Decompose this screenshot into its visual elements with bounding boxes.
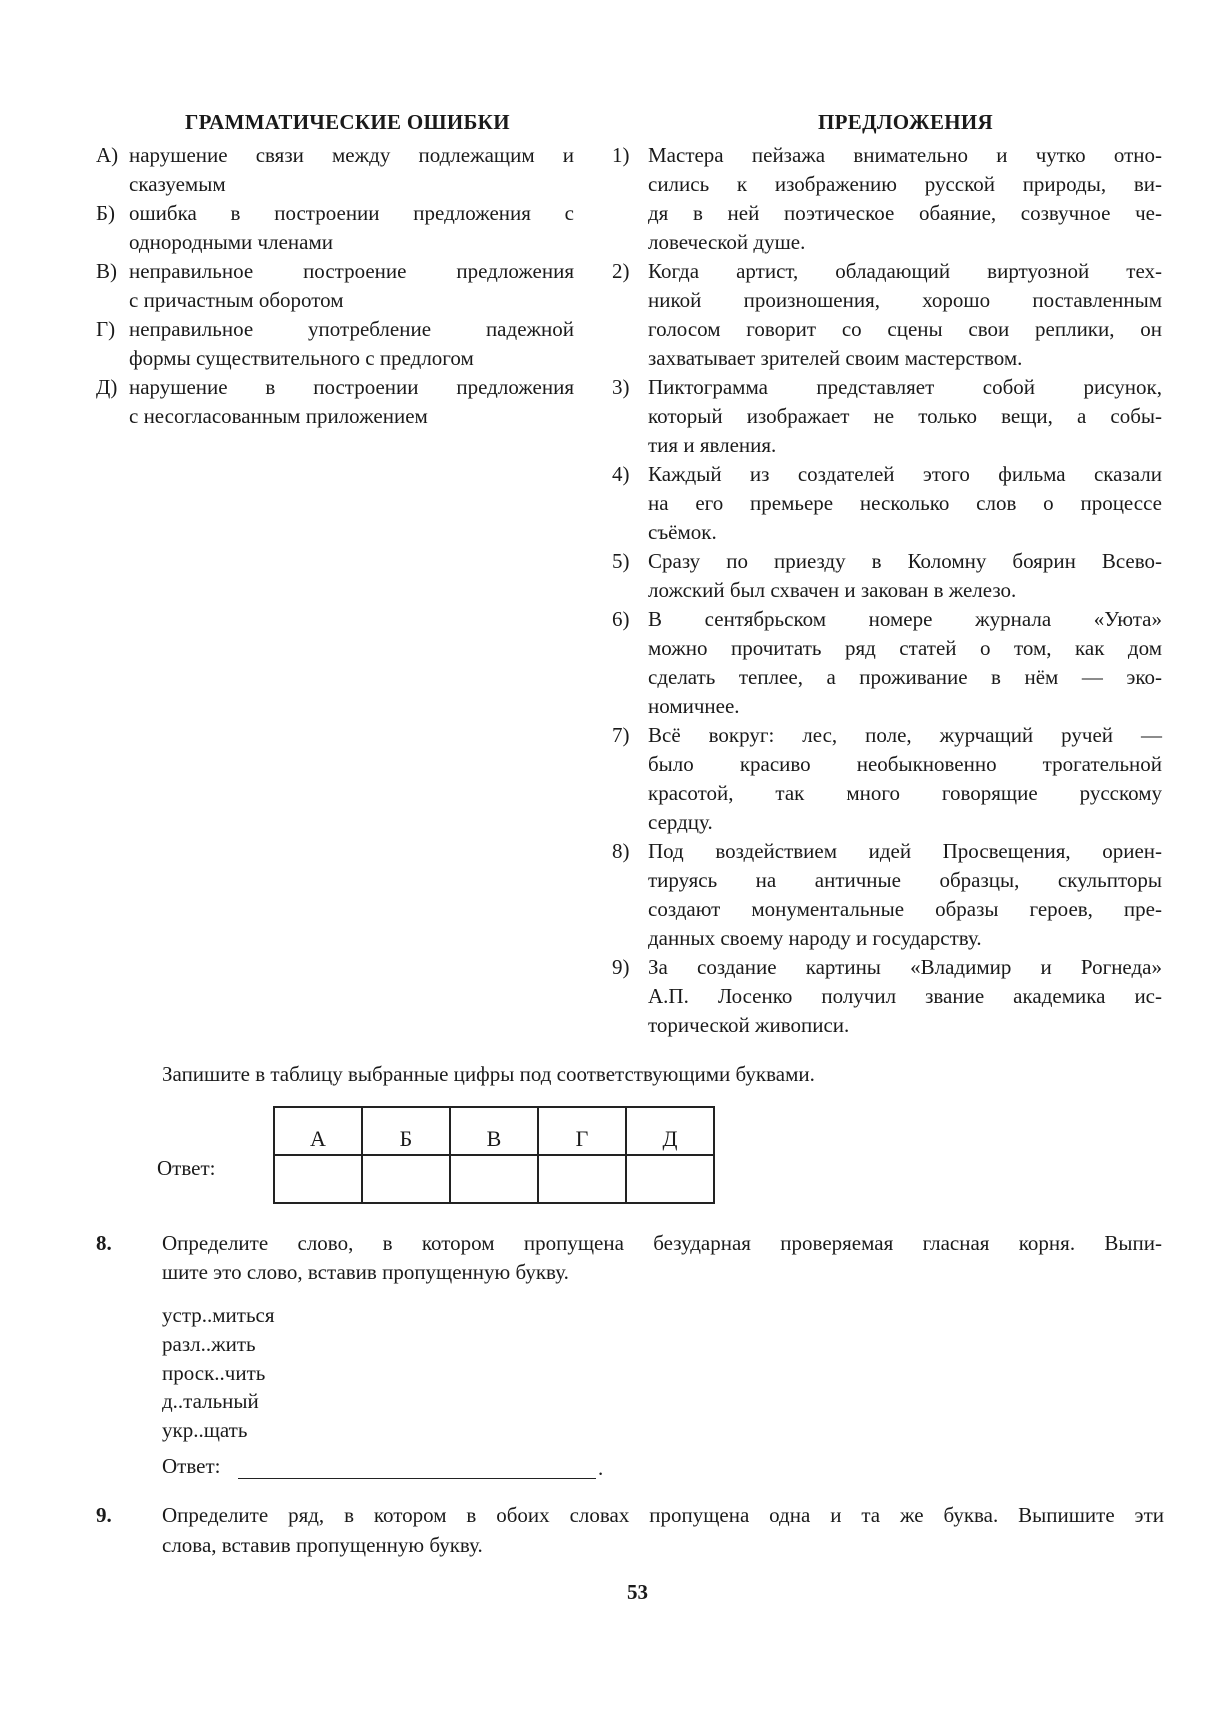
- task9-text-line: Определите ряд, в котором в обоих словах пропущена одна и та же буква. Выпишите эти: [162, 1503, 1164, 1527]
- header-cell-a: А: [274, 1107, 362, 1155]
- sentence-item-line: ловеческой душе.: [648, 230, 806, 254]
- sentence-item-line: Пиктограмма представляет собой рисунок,: [648, 375, 1162, 399]
- task8-word-option: устр..миться: [162, 1303, 275, 1327]
- sentence-item-line: Когда артист, обладающий виртуозной тех-: [648, 259, 1162, 283]
- error-item-line: однородными членами: [129, 230, 333, 254]
- task8-text-line: Определите слово, в котором пропущена безударная проверяемая гласная корня. Выпи-: [162, 1231, 1162, 1255]
- sentence-item-line: номичнее.: [648, 694, 740, 718]
- task8-word-option: укр..щать: [162, 1418, 248, 1443]
- sentence-item-line: Мастера пейзажа внимательно и чутко отно-: [648, 143, 1162, 167]
- sentence-item-line: захватывает зрителей своим мастерством.: [648, 346, 1023, 370]
- answer-table-label: Ответ:: [157, 1156, 216, 1180]
- error-item-line: нарушение связи между подлежащим и: [129, 143, 574, 167]
- sentence-item-line: Каждый из создателей этого фильма сказали: [648, 462, 1162, 486]
- sentence-item-marker: 9): [612, 955, 630, 979]
- sentence-item-line: В сентябрьском номере журнала «Уюта»: [648, 607, 1162, 631]
- sentence-item-line: Под воздействием идей Просвещения, ориен-: [648, 839, 1162, 863]
- header-cell-g: Г: [538, 1107, 626, 1155]
- task8-word-option: проск..чить: [162, 1360, 266, 1385]
- sentence-item-line: было красиво необыкновенно трогательной: [648, 752, 1162, 776]
- answer-cell-v[interactable]: [450, 1155, 538, 1203]
- sentence-item-line: Всё вокруг: лес, поле, журчащий ручей —: [648, 723, 1162, 747]
- task8-word-option: разл..жить: [162, 1331, 256, 1356]
- sentence-item-line: А.П. Лосенко получил звание академика ис-: [648, 984, 1162, 1008]
- error-item-marker: Г): [96, 317, 116, 341]
- sentence-item-marker: 2): [612, 259, 630, 283]
- sentence-item-line: можно прочитать ряд статей о том, как дом: [648, 636, 1162, 660]
- task9-number: 9.: [96, 1503, 112, 1527]
- sentence-item-line: съёмок.: [648, 520, 717, 544]
- task9-text-line: слова, вставив пропущенную букву.: [162, 1533, 483, 1557]
- task8-text-line: шите это слово, вставив пропущенную букву.: [162, 1260, 569, 1284]
- error-item-line: неправильное построение предложения: [129, 259, 574, 283]
- header-cell-b: Б: [362, 1107, 450, 1155]
- error-item-marker: Д): [96, 375, 118, 399]
- error-item-line: ошибка в построении предложения с: [129, 201, 574, 225]
- sentence-item-marker: 7): [612, 723, 630, 747]
- error-item-line: нарушение в построении предложения: [129, 375, 574, 399]
- error-item-line: формы существительного с предлогом: [129, 346, 474, 370]
- sentence-item-line: сделать теплее, а проживание в нём — эко-: [648, 665, 1162, 689]
- sentence-item-line: сились к изображению русской природы, ви-: [648, 172, 1162, 196]
- answer-cell-a[interactable]: [274, 1155, 362, 1203]
- task8-answer-period: .: [598, 1456, 604, 1480]
- header-cell-d: Д: [626, 1107, 714, 1155]
- task8-number: 8.: [96, 1231, 112, 1255]
- sentence-item-line: голосом говорит со сцены свои реплики, он: [648, 317, 1162, 341]
- sentence-item-line: сердцу.: [648, 810, 713, 834]
- sentence-item-line: Сразу по приезду в Коломну боярин Всево-: [648, 549, 1162, 573]
- sentence-item-line: создают монументальные образы героев, пре-: [648, 897, 1162, 921]
- sentence-item-line: данных своему народу и государству.: [648, 926, 982, 950]
- sentence-item-marker: 8): [612, 839, 630, 863]
- answer-cell-g[interactable]: [538, 1155, 626, 1203]
- sentence-item-marker: 3): [612, 375, 630, 399]
- error-item-marker: Б): [96, 201, 116, 225]
- error-item-marker: В): [96, 259, 117, 283]
- sentence-item-marker: 4): [612, 462, 630, 486]
- answer-cell-d[interactable]: [626, 1155, 714, 1203]
- sentence-item-line: никой произношения, хорошо поставленным: [648, 288, 1162, 312]
- sentence-item-line: За создание картины «Владимир и Рогнеда»: [648, 955, 1162, 979]
- sentence-item-line: тируясь на античные образцы, скульпторы: [648, 868, 1162, 892]
- error-item-line: неправильное употребление падежной: [129, 317, 574, 341]
- error-item-line: с несогласованным приложением: [129, 404, 428, 428]
- sentence-item-line: красотой, так много говорящие русскому: [648, 781, 1162, 805]
- sentence-item-line: который изображает не только вещи, а собы-: [648, 404, 1162, 428]
- sentence-item-line: дя в ней поэтическое обаяние, созвучное че-: [648, 201, 1162, 225]
- sentence-item-marker: 6): [612, 607, 630, 631]
- sentence-item-line: на его премьере несколько слов о процессе: [648, 491, 1162, 515]
- sentence-item-line: торической живописи.: [648, 1013, 850, 1037]
- task8-answer-label: Ответ:: [162, 1454, 221, 1478]
- answer-cell-b[interactable]: [362, 1155, 450, 1203]
- error-item-line: с причастным оборотом: [129, 288, 344, 312]
- header-cell-v: В: [450, 1107, 538, 1155]
- sentences-heading: ПРЕДЛОЖЕНИЯ: [818, 110, 993, 134]
- task8-answer-field[interactable]: [238, 1478, 596, 1479]
- instruction-text: Запишите в таблицу выбранные цифры под соответствующими буквами.: [162, 1062, 815, 1086]
- error-item-marker: А): [96, 143, 119, 167]
- sentence-item-marker: 1): [612, 143, 630, 167]
- page-number: 53: [627, 1580, 648, 1604]
- task8-word-option: д..тальный: [162, 1389, 259, 1414]
- error-item-line: сказуемым: [129, 172, 226, 196]
- answer-table: [273, 1106, 715, 1204]
- sentence-item-marker: 5): [612, 549, 630, 573]
- errors-heading: ГРАММАТИЧЕСКИЕ ОШИБКИ: [185, 110, 510, 134]
- sentence-item-line: ложский был схвачен и закован в железо.: [648, 578, 1017, 602]
- sentence-item-line: тия и явления.: [648, 433, 777, 457]
